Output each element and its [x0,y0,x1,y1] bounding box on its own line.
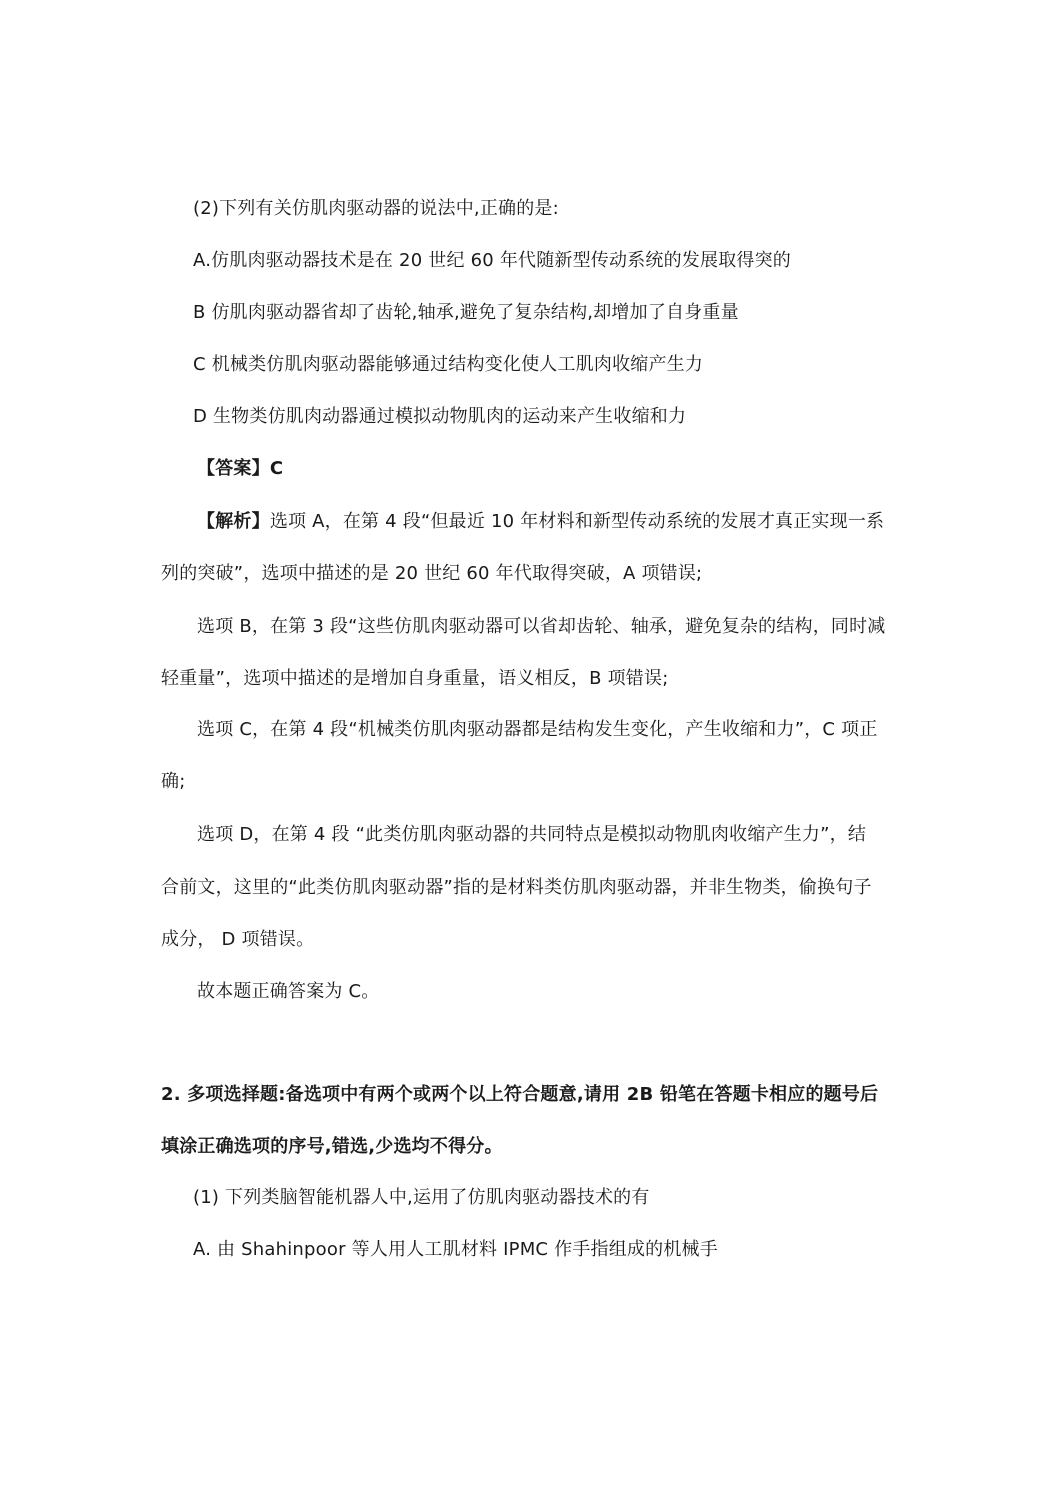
question2-option-a: A. 由 Shahinpoor 等人用人工肌材料 IPMC 作手指组成的机械手 [193,1239,718,1260]
question-stem: (2)下列有关仿肌肉驱动器的说法中,正确的是: [193,198,559,219]
option-d: D 生物类仿肌肉动器通过模拟动物肌肉的运动来产生收缩和力 [193,406,687,427]
analysis-line-3: 选项 B，在第 3 段“这些仿肌肉驱动器可以省却齿轮、轴承，避免复杂的结构，同时减 [197,616,886,637]
analysis-line-1 [197,510,884,534]
answer-value: C [269,458,284,479]
analysis-line-4: 轻重量”，选项中描述的是增加自身重量，语义相反，B 项错误; [161,668,669,689]
analysis-text: 选项 A，在第 4 段“但最近 10 年材料和新型传动系统的发展才真正实现一系 [269,511,885,532]
analysis-line-5: 选项 C，在第 4 段“机械类仿肌肉驱动器都是结构发生变化，产生收缩和力”，C 项正 [197,719,878,740]
analysis-line-8: 合前文，这里的“此类仿肌肉驱动器”指的是材料类仿肌肉驱动器，并非生物类，偷换句子 [161,877,872,898]
option-c: C 机械类仿肌肉驱动器能够通过结构变化使人工肌肉收缩产生力 [193,354,704,375]
analysis-line-6: 确; [161,771,186,792]
analysis-label: 【解析】 [197,511,270,532]
analysis-conclusion: 故本题正确答案为 C。 [197,981,380,1002]
answer-line [197,457,283,481]
option-b: B 仿肌肉驱动器省却了齿轮,轴承,避免了复杂结构,却增加了自身重量 [193,302,739,323]
question2-heading-line-1: 2. 多项选择题:备选项中有两个或两个以上符合题意,请用 2B 铅笔在答题卡相应的题号后 [161,1084,879,1105]
analysis-line-9: 成分， D 项错误。 [161,929,315,950]
option-a: A.仿肌肉驱动器技术是在 20 世纪 60 年代随新型传动系统的发展取得突的 [193,250,792,271]
analysis-line-2: 列的突破”，选项中描述的是 20 世纪 60 年代取得突破，A 项错误; [161,563,703,584]
analysis-line-7: 选项 D，在第 4 段 “此类仿肌肉驱动器的共同特点是模拟动物肌肉收缩产生力”，结 [197,824,867,845]
question2-part1-stem: (1) 下列类脑智能机器人中,运用了仿肌肉驱动器技术的有 [193,1187,650,1208]
question2-heading-line-2: 填涂正确选项的序号,错选,少选均不得分。 [161,1136,503,1157]
answer-label: 【答案】 [197,458,270,479]
